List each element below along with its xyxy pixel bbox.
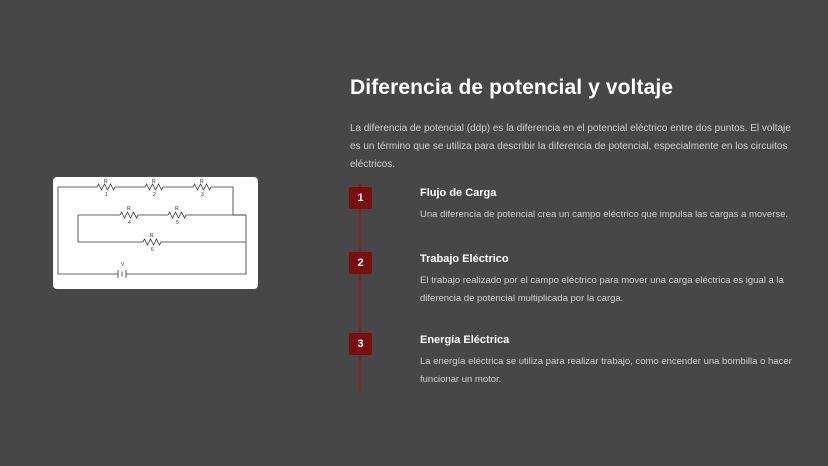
resistor-number-4: 4: [128, 220, 131, 226]
resistor-label-r2: R: [152, 179, 156, 185]
page-title: Diferencia de potencial y voltaje: [350, 76, 674, 99]
resistor-number-6: 6: [151, 247, 154, 253]
resistor-label-r6: R: [150, 233, 154, 239]
resistor-label-r4: R: [127, 206, 131, 212]
resistor-number-1: 1: [105, 192, 108, 198]
circuit-diagram: [53, 177, 258, 289]
step-description-2: El trabajo realizado por el campo eléctrico para mover una carga eléctrica es igual a la diferencia de potencial multiplicada por la carga.: [420, 275, 784, 304]
resistor-number-2: 2: [153, 192, 156, 198]
step-badge-1: 1: [349, 187, 372, 209]
resistor-number-5: 5: [176, 220, 179, 226]
resistor-label-r5: R: [175, 206, 179, 212]
step-badge-3: 3: [349, 333, 372, 355]
step-description-3: La energía eléctrica se utiliza para realizar trabajo, como encender una bombilla o hacer funcionar un motor.: [420, 356, 792, 385]
resistor-label-r1: R: [104, 179, 108, 185]
step-title-3: Energía Eléctrica: [420, 334, 510, 346]
voltage-source-label: V: [121, 262, 125, 268]
step-title-2: Trabajo Eléctrico: [420, 253, 509, 265]
resistor-number-3: 3: [201, 192, 204, 198]
step-description-1: Una diferencia de potencial crea un campo eléctrico que impulsa las cargas a moverse.: [420, 209, 789, 220]
step-title-1: Flujo de Carga: [420, 187, 497, 199]
intro-paragraph: La diferencia de potencial (ddp) es la diferencia en el potencial eléctrico entre dos puntos. El voltaje es un término que se utiliza para describir la diferencia de potencial, especialmente en los circuitos eléctricos.: [350, 123, 791, 170]
timeline-line: [359, 183, 361, 391]
step-badge-2: 2: [349, 252, 372, 274]
resistor-label-r3: R: [200, 179, 204, 185]
circuit-schematic: [53, 177, 258, 289]
